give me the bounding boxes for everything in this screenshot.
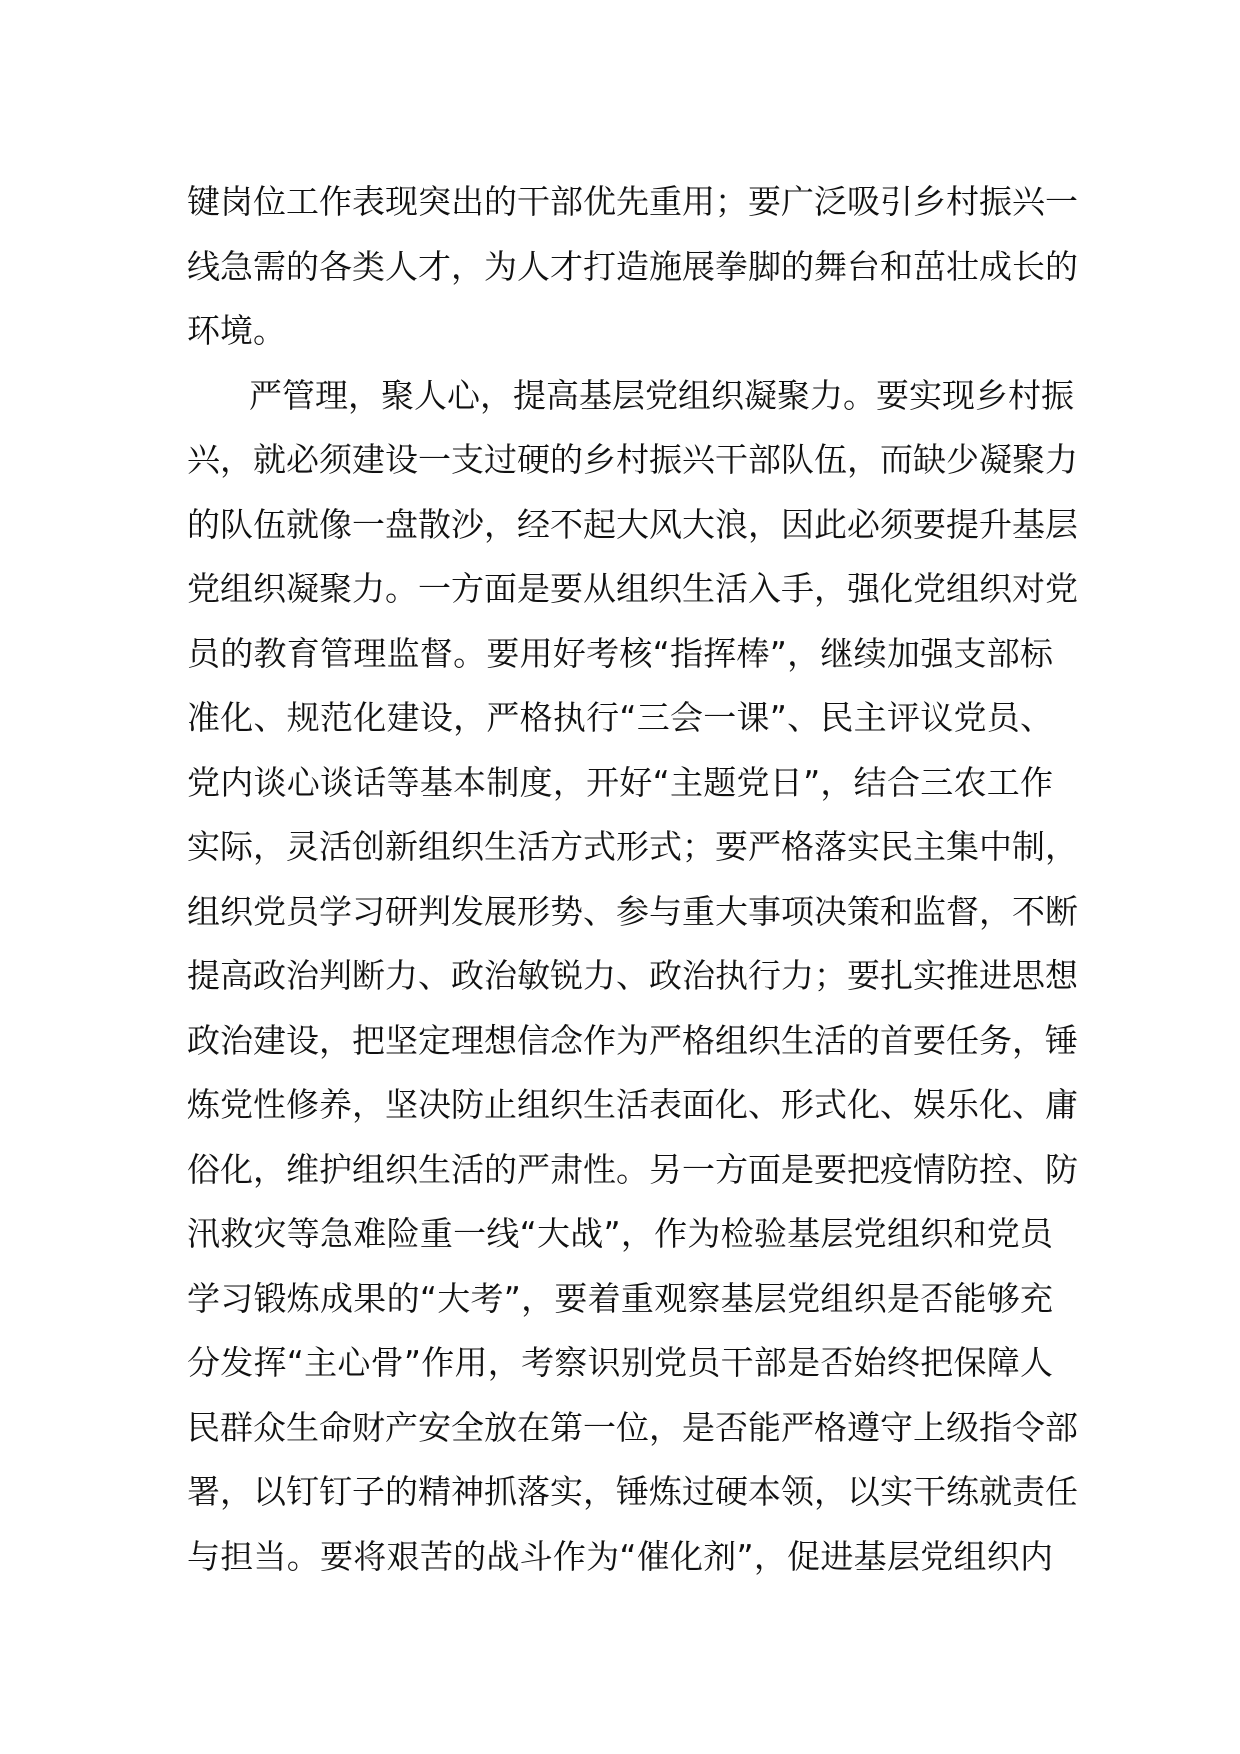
text-line: 俗化，维护组织生活的严肃性。另一方面是要把疫情防控、防 [187, 1149, 1078, 1189]
text-line: 提高政治判断力、政治敏锐力、政治执行力；要扎实推进思想 [187, 956, 1078, 995]
text-line: 兴，就必须建设一支过硬的乡村振兴干部队伍，而缺少凝聚力 [187, 440, 1078, 479]
text-line: 员的教育管理监督。要用好考核“指挥棒”，继续加强支部标 [187, 633, 1053, 673]
text-line: 炼党性修养，坚决防止组织生活表面化、形式化、娱乐化、庸 [187, 1085, 1078, 1124]
paragraph-talent [187, 170, 1078, 364]
text-line: 政治建设，把坚定理想信念作为严格组织生活的首要任务，锤 [187, 1020, 1078, 1060]
paragraph-cohesion [187, 364, 1078, 1590]
text-line: 准化、规范化建设，严格执行“三会一课”、民主评议党员、 [187, 698, 1053, 737]
text-line: 的队伍就像一盘散沙，经不起大风大浪，因此必须要提升基层 [187, 504, 1078, 544]
text-line: 党内谈心谈话等基本制度，开好“主题党日”，结合三农工作 [187, 762, 1053, 802]
text-line: 严管理，聚人心，提高基层党组织凝聚力。要实现乡村振 [249, 375, 1074, 415]
text-line: 汛救灾等急难险重一线“大战”，作为检验基层党组织和党员 [187, 1214, 1053, 1253]
text-line: 组织党员学习研判发展形势、参与重大事项决策和监督，不断 [187, 891, 1078, 931]
text-line: 线急需的各类人才，为人才打造施展拳脚的舞台和茁壮成长的 [187, 246, 1078, 286]
document-body [187, 170, 1078, 1589]
text-line: 民群众生命财产安全放在第一位，是否能严格遵守上级指令部 [187, 1407, 1078, 1447]
text-line: 学习锻炼成果的“大考”，要着重观察基层党组织是否能够充 [187, 1278, 1053, 1318]
text-line: 署，以钉钉子的精神抓落实，锤炼过硬本领，以实干练就责任 [187, 1472, 1078, 1511]
text-line: 环境。 [187, 311, 286, 350]
text-line: 党组织凝聚力。一方面是要从组织生活入手，强化党组织对党 [187, 569, 1078, 608]
text-line: 实际，灵活创新组织生活方式形式；要严格落实民主集中制， [187, 827, 1078, 866]
text-line: 分发挥“主心骨”作用，考察识别党员干部是否始终把保障人 [187, 1343, 1053, 1382]
text-line: 与担当。要将艰苦的战斗作为“催化剂”，促进基层党组织内 [187, 1536, 1053, 1576]
text-line: 键岗位工作表现突出的干部优先重用；要广泛吸引乡村振兴一 [187, 182, 1078, 221]
